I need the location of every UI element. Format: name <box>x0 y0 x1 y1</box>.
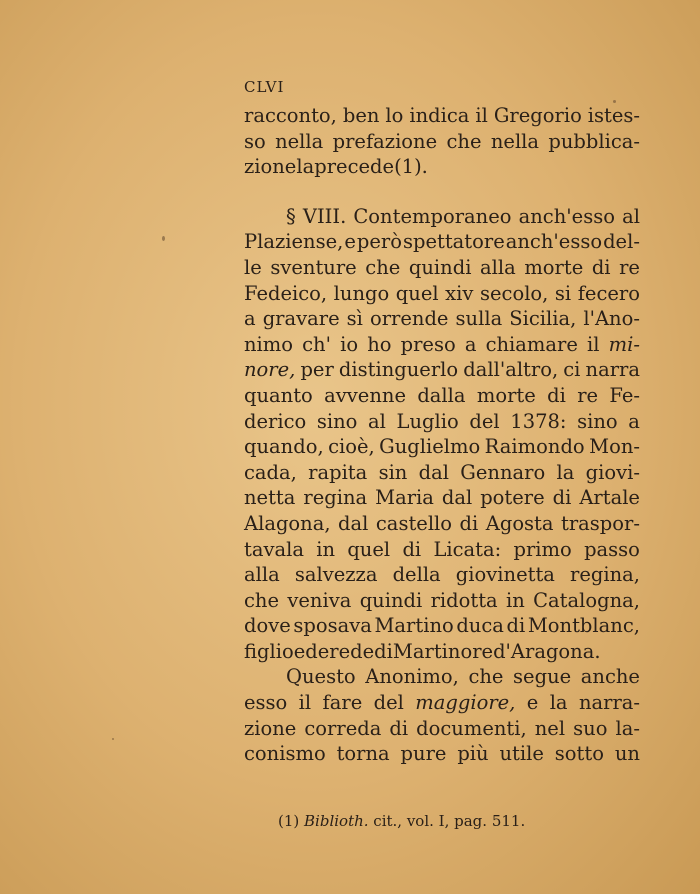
text-line: Questo Anonimo, che segue anche <box>286 665 640 689</box>
paper-speck <box>162 236 165 241</box>
text-line: netta regina Maria dal potere di Artale <box>244 486 640 510</box>
text-line: racconto, ben lo indica il Gregorio istes- <box>244 104 640 127</box>
text-line: Plaziense, e però spettatore anch'esso del- <box>244 230 640 254</box>
text-line: § VIII. Contemporaneo anch'esso al <box>286 204 640 228</box>
paragraph-1 <box>244 103 640 180</box>
text-line: nimo ch' io ho preso a chiamare il mi- <box>244 332 640 356</box>
text-line: conismo torna pure più utile sotto un <box>244 742 640 766</box>
text-line: nore, per distinguerlo dall'altro, ci narra <box>244 358 640 382</box>
text-line: zione correda di documenti, nel suo la- <box>244 716 640 740</box>
paper-speck <box>613 100 616 103</box>
text-line: quanto avvenne dalla morte di re Fe- <box>244 383 640 407</box>
paragraph-2 <box>244 204 640 665</box>
page-number: CLVI <box>244 78 285 96</box>
text-line: quando, cioè, Guglielmo Raimondo Mon- <box>244 435 640 459</box>
page-body <box>244 103 640 767</box>
paragraph-3 <box>244 664 640 766</box>
text-line: esso il fare del maggiore, e la narra- <box>244 691 640 715</box>
text-line: so nella prefazione che nella pubblica- <box>244 129 640 153</box>
text-line: Fedeico, lungo quel xiv secolo, si fecero <box>244 281 640 305</box>
text-line: cada, rapita sin dal Gennaro la giovi- <box>244 460 640 484</box>
text-line: dove sposava Martino duca di Montblanc, <box>244 614 640 638</box>
text-line: a gravare sì orrende sulla Sicilia, l'Ano- <box>244 307 640 331</box>
text-line: tavala in quel di Licata: primo passo <box>244 537 640 561</box>
text-line: derico sino al Luglio del 1378: sino a <box>244 409 640 433</box>
paper-speck <box>112 738 114 740</box>
text-line: che veniva quindi ridotta in Catalogna, <box>244 588 640 612</box>
text-line: zione la precede (1). <box>244 155 428 179</box>
text-line: figlio ed erede di Martino re d'Aragona. <box>244 639 601 663</box>
footnote: (1) Biblioth. cit., vol. I, pag. 511. <box>278 812 526 830</box>
text-line: alla salvezza della giovinetta regina, <box>244 563 640 587</box>
text-line: Alagona, dal castello di Agosta traspor- <box>244 511 640 535</box>
text-line: le sventure che quindi alla morte di re <box>244 255 640 279</box>
